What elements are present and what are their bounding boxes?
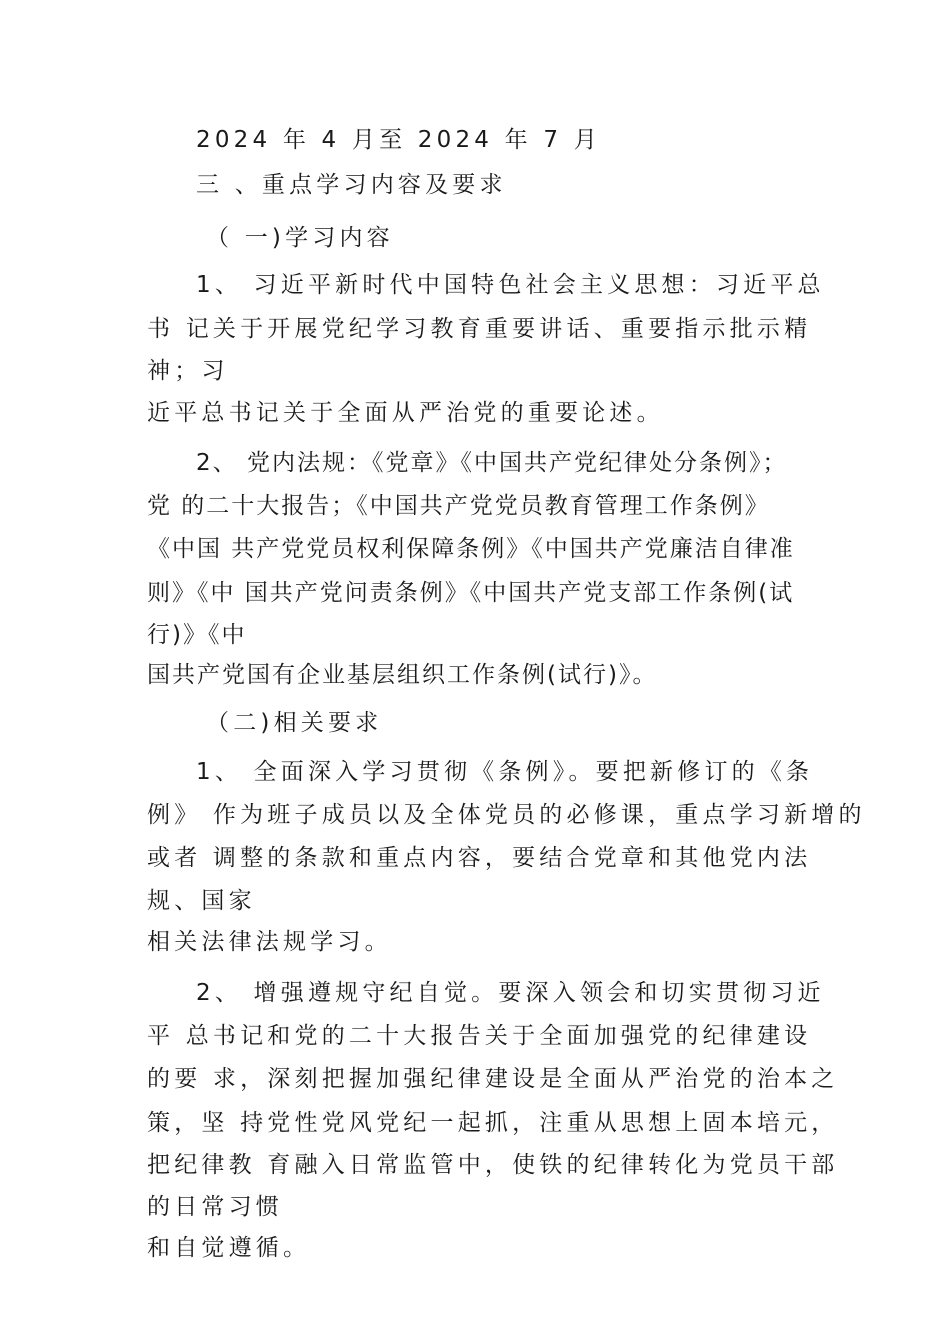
requirement-2-line-5: 把纪律教 育融入日常监管中，使铁的纪律转化为党员干部	[147, 1152, 839, 1178]
paragraph-1-line-3: 神；习	[147, 358, 229, 384]
requirement-2-line-7: 和自觉遵循。	[147, 1235, 311, 1261]
section-heading-key-content: 三 、重点学习内容及要求	[196, 172, 507, 198]
requirement-2-line-3: 的要 求，深刻把握加强纪律建设是全面从严治党的治本之	[147, 1066, 839, 1092]
requirement-2-line-2: 平 总书记和党的二十大报告关于全面加强党的纪律建设	[147, 1023, 812, 1049]
paragraph-2-line-2: 党 的二十大报告；《中国共产党党员教育管理工作条例》	[147, 493, 770, 519]
paragraph-2-line-5: 行)》《中	[147, 622, 247, 648]
requirement-1-line-3: 或者 调整的条款和重点内容，要结合党章和其他党内法	[147, 845, 812, 871]
requirement-1-line-4: 规、国家	[147, 888, 256, 914]
paragraph-1-line-1: 1、 习近平新时代中国特色社会主义思想：习近平总	[196, 272, 825, 298]
paragraph-2-line-3: 《中国 共产党党员权利保障条例》《中国共产党廉洁自律准	[147, 536, 795, 562]
paragraph-2-line-6: 国共产党国有企业基层组织工作条例(试行)》。	[147, 662, 658, 688]
paragraph-1-line-4: 近平总书记关于全面从严治党的重要论述。	[147, 400, 664, 426]
requirement-1-line-1: 1、 全面深入学习贯彻《条例》。要把新修订的《条	[196, 759, 814, 785]
requirement-2-line-4: 策，坚 持党性党风党纪一起抓，注重从思想上固本培元，	[147, 1110, 839, 1136]
requirement-2-line-6: 的日常习惯	[147, 1194, 283, 1220]
requirement-2-line-1: 2、 增强遵规守纪自觉。要深入领会和切实贯彻习近	[196, 980, 825, 1006]
subheading-study-content: （ 一)学习内容	[206, 225, 394, 251]
requirement-1-line-5: 相关法律法规学习。	[147, 929, 392, 955]
paragraph-2-line-4: 则》《中 国共产党问责条例》《中国共产党支部工作条例(试	[147, 580, 795, 606]
requirement-1-line-2: 例》 作为班子成员以及全体党员的必修课，重点学习新增的	[147, 802, 866, 828]
subheading-requirements: （二)相关要求	[206, 710, 383, 736]
date-range-line: 2024 年 4 月至 2024 年 7 月	[196, 127, 601, 153]
paragraph-2-line-1: 2、 党内法规：《党章》《中国共产党纪律处分条例》；	[196, 450, 788, 476]
paragraph-1-line-2: 书 记关于开展党纪学习教育重要讲话、重要指示批示精	[147, 316, 812, 342]
